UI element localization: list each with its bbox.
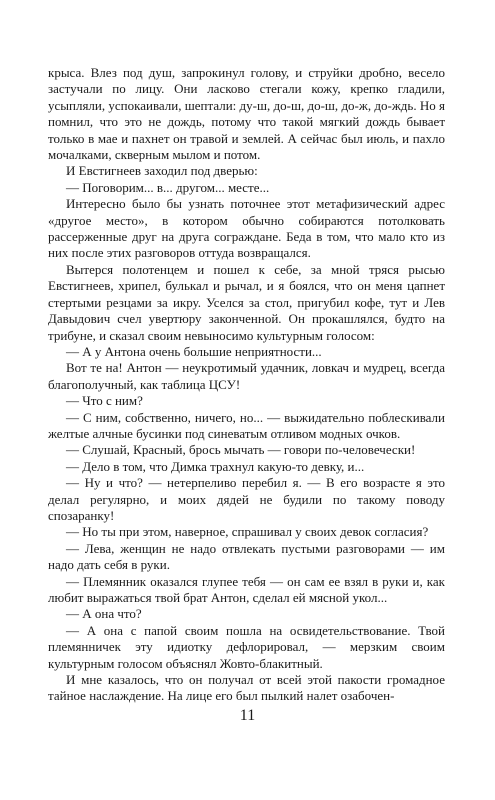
paragraph: — Но ты при этом, наверное, спрашивал у своих девок согласия? xyxy=(66,524,429,540)
paragraph: — Слушай, Красный, брось мычать — говори по-человечески! xyxy=(66,442,416,458)
paragraph: — Ну и что? — нетерпеливо перебил я. — В его возрасте я это делал регулярно, и моих дядей не будили по такому поводу спозаранку! xyxy=(48,475,445,523)
paragraph: И мне казалось, что он получал от всей этой пакости громадное тайное наслаждение. На лице его был пылкий налет озабочен- xyxy=(48,672,445,704)
body-text xyxy=(48,65,445,705)
paragraph: — А она с папой своим пошла на освидетельствование. Твой племянничек эту идиотку дефлорировал, — мерзким своим культурным голосом объяснял Жовто-блакитный. xyxy=(48,622,445,671)
paragraph: Вот те на! Антон — неукротимый удачник, ловкач и мудрец, всегда благополучный, как таблица ЦСУ! xyxy=(48,360,445,392)
paragraph: — С ним, собственно, ничего, но... — выжидательно поблескивали желтые алчные бусинки под синеватым отливом модных очков. xyxy=(48,409,445,441)
paragraph: — Дело в том, что Димка трахнул какую-то девку, и... xyxy=(66,458,365,474)
paragraph: — Племянник оказался глупее тебя — он сам ее взял в руки и, как любит выражаться твой брат Антон, сделал ей мясной укол... xyxy=(48,573,445,605)
paragraph: крыса. Влез под душ, запрокинул голову, и струйки дробно, весело застучали по лицу. Они ласково стегали кожу, крепко гладили, усыпляли, успокаивали, шептали: ду-ш, до-ш, до-ш, до-ж, до-ждь. Но я помнил, что это не дождь, потому что такой мягкий дождь бывает только в мае и пахнет он травой и землей. А сейчас был июль, и пахло мочалками, скверным мылом и потом. xyxy=(48,65,445,163)
paragraph: — Что с ним? xyxy=(66,393,143,409)
paragraph: И Евстигнеев заходил под дверью: xyxy=(66,163,258,179)
paragraph: — А у Антона очень большие неприятности... xyxy=(66,343,322,359)
paragraph: — Лева, женщин не надо отвлекать пустыми разговорами — им надо дать себя в руки. xyxy=(48,540,445,573)
paragraph: — А она что? xyxy=(66,606,142,622)
paragraph: Интересно было бы узнать поточнее этот метафизический адрес «другое место», в котором обычно собираются потолковать рассерженные друг на друга сограждане. Беда в том, что мало кто из них после этих разговоров оттуда возвращался. xyxy=(48,196,445,261)
page-number: 11 xyxy=(239,707,256,724)
paragraph: Вытерся полотенцем и пошел к себе, за мной тряся рысью Евстигнеев, хрипел, булькал и рычал, и я боялся, что он меня цапнет стертыми резцами за икру. Уселся за стол, пригубил кофе, тут и Лев Давыдович счел увертюру законченной. Он прокашлялся, будто на трибуне, и сказал своим невыносимо культурным голосом: xyxy=(48,261,445,343)
paragraph: — Поговорим... в... другом... месте... xyxy=(66,179,270,195)
